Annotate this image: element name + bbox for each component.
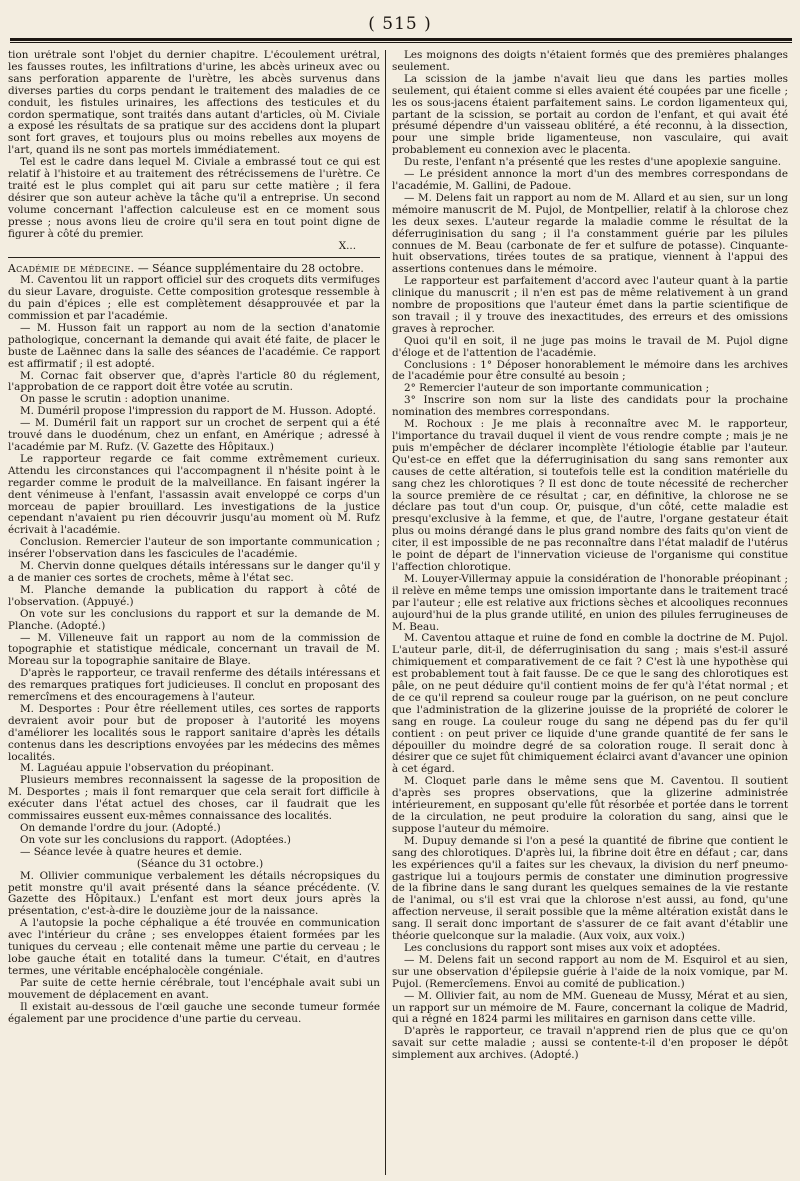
paragraph: On passe le scrutin : adoption unanime. <box>20 393 230 406</box>
page-number: ( 515 ) <box>368 14 432 34</box>
paragraph: — M. Husson fait un rapport au nom de la section d'anatomie pathologique, concernant la demande qui avait été faite, de placer le buste de Laënnec dans la salle des séances de l'académie. Ce rapport est affirmatif ; il est adopté. <box>8 321 380 370</box>
paragraph: Quoi qu'il en soit, il ne juge pas moins le travail de M. Pujol digne d'éloge et de l'attention de l'académie. <box>392 334 788 359</box>
paragraph: A l'autopsie la poche céphalique a été trouvée en communication avec l'intérieur du crâne ; ses enveloppes étaient formées par les tuniques du cerveau ; elle contenait même une partie du cerveau ; le lobe gauche était en totalité dans la tumeur. C'était, en d'autres termes, une véritable encéphalocèle congéniale. <box>8 917 380 977</box>
paragraph: Par suite de cette hernie cérébrale, tout l'encéphale avait subi un mouvement de déplacement en avant. <box>8 976 380 1001</box>
paragraph: 2° Remercier l'auteur de son importante communication ; <box>404 382 710 395</box>
paragraph: — M. Delens fait un second rapport au nom de M. Esquirol et au sien, sur une observation d'épilepsie guérie à l'aide de la noix vomique, par M. Pujol. (Remercîemens. Envoi au comité de publication.) <box>392 953 788 990</box>
paragraph: On demande l'ordre du jour. (Adopté.) <box>20 822 221 834</box>
paragraph: Le rapporteur regarde ce fait comme extrêmement curieux. Attendu les circonstances qui l'accompagnent il n'hésite point à le regarder comme le produit de la malveillance. En faisant ingérer la dent vénimeuse à l'enfant, l'assassin avait enveloppé ce corps d'un morceau de papier brouillard. Les investigations de la justice cependant n'avaient pu rien découvrir jusqu'au moment où M. Rufz écrivait à l'académie. <box>8 452 380 537</box>
paragraph: — Séance levée à quatre heures et demie. <box>20 845 243 858</box>
section-head: Académie de médecine. <box>8 262 135 276</box>
paragraph: Les conclusions du rapport sont mises aux voix et adoptées. <box>404 941 721 954</box>
paragraph: M. Desportes : Pour être réellement utiles, ces sortes de rapports devraient avoir pour but de proposer à l'autorité les moyens d'améliorer les localités sous le rapport sanitaire d'après les détails contenus dans les descriptions envoyées par les médecins des mêmes localités. <box>8 702 380 763</box>
paragraph: D'après le rapporteur, ce travail renferme des détails intéressans et des remarques pratiques fort judicieuses. Il conclut en proposant des remercîmens et des encouragemens à l'auteur. <box>8 667 380 704</box>
paragraph: Tel est le cadre dans lequel M. Civiale a embrassé tout ce qui est relatif à l'histoire et au traitement des rétrécissemens de l'urètre. Ce traité est le plus complet qui ait paru sur cette matière ; il fera désirer que son auteur achève la tâche qu'il a entreprise. Un second volume concernant l'affection calculeuse est en ce moment sous presse ; nous avons lieu de croire qu'il sera en tout point digne de figurer à côté du premier. <box>8 156 380 240</box>
paragraph: Conclusion. Remercier l'auteur de son importante communication ; insérer l'observation dans les fascicules de l'académie. <box>8 536 380 561</box>
paragraph: M. Cornac fait observer que, d'après l'article 80 du réglement, l'approbation de ce rapport doit être votée au scrutin. <box>8 369 380 394</box>
signature: X... <box>338 239 356 252</box>
paragraph: — M. Villeneuve fait un rapport au nom de la commission de topographie et statistique médicale, concernant un travail de M. Moreau sur la topographie sanitaire de Blaye. <box>8 631 380 668</box>
paragraph: M. Ollivier communique verbalement les détails nécropsiques du petit monstre qu'il avait présenté dans la séance précédente. (V. Gazette des Hôpitaux.) L'enfant est mort deux jours après la présentation, c'est-à-dire le douzième jour de la naissance. <box>8 869 380 918</box>
paragraph: Il existait au-dessous de l'œil gauche une seconde tumeur formée également par une procidence d'une partie du cerveau. <box>8 1000 380 1025</box>
paragraph: — Le président annonce la mort d'un des membres correspondans de l'académie, M. Gallini, de Padoue. <box>392 168 788 192</box>
paragraph: M. Caventou attaque et ruine de fond en comble la doctrine de M. Pujol. L'auteur parle, dit-il, de déferruginisation du sang ; mais s'est-il assuré chimiquement et comparativement de ce fait ? C'est là une hypothèse qui est probablement tout à fait fausse. De ce que le sang des chlorotiques est pâle, on ne peut déduire qu'il contient moins de fer qu'à l'état normal ; et de ce qu'il reprend sa couleur rouge par la guérison, on ne peut conclure que l'administration de la glizerine jouisse de la propriété de colorer le sang en rouge. La couleur rouge du sang ne dépend pas du fer qu'il contient : on peut priver ce liquide d'une grande quantité de fer sans le dépouiller du moindre degré de sa coloration rouge. Il serait donc à désirer que ce sujet fût chimiquement éclairci avant d'avancer une opinion à cet égard. <box>392 632 788 776</box>
paragraph: tion urétrale sont l'objet du dernier chapitre. L'écoulement urétral, les fausses routes, les infiltrations d'urine, les abcès urineux avec ou sans perforation apparente de l'urètre, les abcès survenus dans diverses parties du corps pendant le traitement des maladies de ce conduit, les fistules urinaires, les affections des testicules et du cordon spermatique, sont traités dans autant d'articles, où M. Civiale a exposé les résultats de sa pratique sur des accidens dont la plupart sont fort graves, et toujours plus ou moins rebelles aux moyens de l'art, quand ils ne sont pas mortels immédiatement. <box>8 50 380 157</box>
session-heading: (Séance du 31 octobre.) <box>136 857 264 870</box>
paragraph: — M. Ollivier fait, au nom de MM. Gueneau de Mussy, Mérat et au sien, un rapport sur un mémoire de M. Faure, concernant la colique de Madrid, qui a régné en 1824 parmi les militaires en garnison dans cette ville. <box>392 989 788 1026</box>
column-divider <box>385 50 386 1175</box>
right-column <box>392 50 788 1175</box>
paragraph: Conclusions : 1° Déposer honorablement le mémoire dans les archives de l'académie pour être consulté au besoin ; <box>392 358 788 383</box>
paragraph: Les moignons des doigts n'étaient formés que des premières phalanges seulement. <box>392 50 788 73</box>
paragraph: 3° Inscrire son nom sur la liste des candidats pour la prochaine nomination des membres correspondans. <box>392 394 788 419</box>
paragraph: M. Caventou lit un rapport officiel sur des croquets dits vermifuges du sieur Lavare, droguiste. Cette composition grotesque ressemble à du pain d'épices ; elle est complètement désapprouvée et par la commission et par l'académie. <box>8 274 380 323</box>
paragraph: M. Laguéau appuie l'observation du préopinant. <box>20 762 275 775</box>
paragraph: On vote sur les conclusions du rapport et sur la demande de M. Planche. (Adopté.) <box>8 607 380 632</box>
section-rule <box>8 257 380 258</box>
paragraph: M. Louyer-Villermay appuie la considération de l'honorable préopinant ; il relève en même temps une omission importante dans le traitement tracé par l'auteur ; elle est relative aux frictions sèches et alcooliques reconnues aujourd'hui de la plus grande utilité, en union des pilules ferrugineuses de M. Beau. <box>392 572 788 633</box>
paragraph: — M. Duméril fait un rapport sur un crochet de serpent qui a été trouvé dans le duodénum, chez un enfant, en Amérique ; adressé à l'académie par M. Rufz. (V. Gazette des Hôpitaux.) <box>8 417 380 453</box>
paragraph: M. Cloquet parle dans le même sens que M. Caventou. Il soutient d'après ses propres observations, que la glizerine administrée intérieurement, en supposant qu'elle fût résorbée et portée dans le torrent de la circulation, ne peut produire la coloration du sang, ainsi que le suppose l'auteur du mémoire. <box>392 775 788 835</box>
paragraph: On vote sur les conclusions du rapport. (Adoptées.) <box>20 833 291 846</box>
top-rule <box>10 38 792 43</box>
paragraph: M. Planche demande la publication du rapport à côté de l'observation. (Appuyé.) <box>8 583 380 608</box>
paragraph: — M. Delens fait un rapport au nom de M. Allard et au sien, sur un long mémoire manuscrit de M. Pujol, de Montpellier, relatif à la chlorose chez les deux sexes. L'auteur regarde la maladie comme le résultat de la déferruginisation du sang ; il l'a constamment guérie par les pilules connues de M. Beau (carbonate de fer et sulfure de potasse). Cinquante-huit observations, tirées toutes de sa pratique, viennent à l'appui des assertions contenues dans le mémoire. <box>392 191 788 276</box>
paragraph: D'après le rapporteur, ce travail n'apprend rien de plus que ce qu'on savait sur cette maladie ; aussi se contente-t-il d'en proposer le dépôt simplement aux archives. (Adopté.) <box>392 1025 788 1062</box>
paragraph: M. Dupuy demande si l'on a pesé la quantité de fibrine que contient le sang des chlorotiques. D'après lui, la fibrine doit être en défaut ; car, dans les expériences qu'il a faites sur les chevaux, la division du nerf pneumo-gastrique lui a toujours permis de constater une diminution progressive de la fibrine dans le sang durant les quelques semaines de la vie restante de l'animal, ou s'il est vrai que la chlorose n'est aussi, au fond, qu'une affection nerveuse, il serait possible que la même altération existât dans le sang. Il serait donc important de s'assurer de ce fait avant d'établir une théorie quelconque sur la maladie. (Aux voix, aux voix.) <box>392 834 788 943</box>
paragraph: La scission de la jambe n'avait lieu que dans les parties molles seulement, qui étaient comme si elles avaient été coupées par une ficelle ; les os sous-jacens étaient parfaitement sains. Le cordon ligamenteux qui, partant de la scission, se portait au cordon de l'enfant, et qui avait été présumé dépendre d'un vaisseau oblitéré, a été reconnu, à la dissection, pour une simple bride ligamenteuse, non vasculaire, qui avait probablement eu connexion avec le placenta. <box>392 72 788 157</box>
section-title: — Séance supplémentaire du 28 octobre. <box>134 262 364 276</box>
paragraph: Plusieurs membres reconnaissent la sagesse de la proposition de M. Desportes ; mais il font remarquer que cela serait fort difficile à exécuter dans l'état actuel des choses, car il faudrait que les commissaires eussent eux-mêmes connaissance des localités. <box>8 774 380 823</box>
paragraph: M. Rochoux : Je me plais à reconnaître avec M. le rapporteur, l'importance du travail duquel il vient de vous rendre compte ; mais je ne puis m'empêcher de déclarer incomplète l'étiologie établie par l'auteur. Qu'est-ce en effet que la déferruginisation du sang sans remonter aux causes de cette altération, si toutefois telle est la condition matérielle du sang chez les chlorotiques ? Il est donc de toute nécessité de rechercher la source première de ce résultat ; car, en définitive, la chlorose ne se déclare pas tout d'un coup. Or, puisque, d'un côté, cette maladie est presqu'exclusive à la femme, et que, de l'autre, l'organe gestateur était plus ou moins dérangé dans le plus grand nombre des faits qu'on vient de citer, il est impossible de ne pas reconnaître dans l'état maladif de l'utérus le point de départ de l'innervation vicieuse de l'organisme qui constitue l'affection chlorotique. <box>392 418 788 573</box>
paragraph: Le rapporteur est parfaitement d'accord avec l'auteur quant à la partie clinique du manuscrit ; il n'en est pas de même relativement à un grand nombre de propositions que l'auteur émet dans la partie scientifique de son travail ; il y trouve des inexactitudes, des erreurs et des omissions graves à reprocher. <box>392 275 788 335</box>
paragraph: M. Chervin donne quelques détails intéressans sur le danger qu'il y a de manier ces sortes de crochets, même à l'état sec. <box>8 560 380 584</box>
paragraph: M. Duméril propose l'impression du rapport de M. Husson. Adopté. <box>20 405 376 418</box>
paragraph: Du reste, l'enfant n'a présenté que les restes d'une apoplexie sanguine. <box>404 156 782 169</box>
left-column <box>8 50 380 1175</box>
